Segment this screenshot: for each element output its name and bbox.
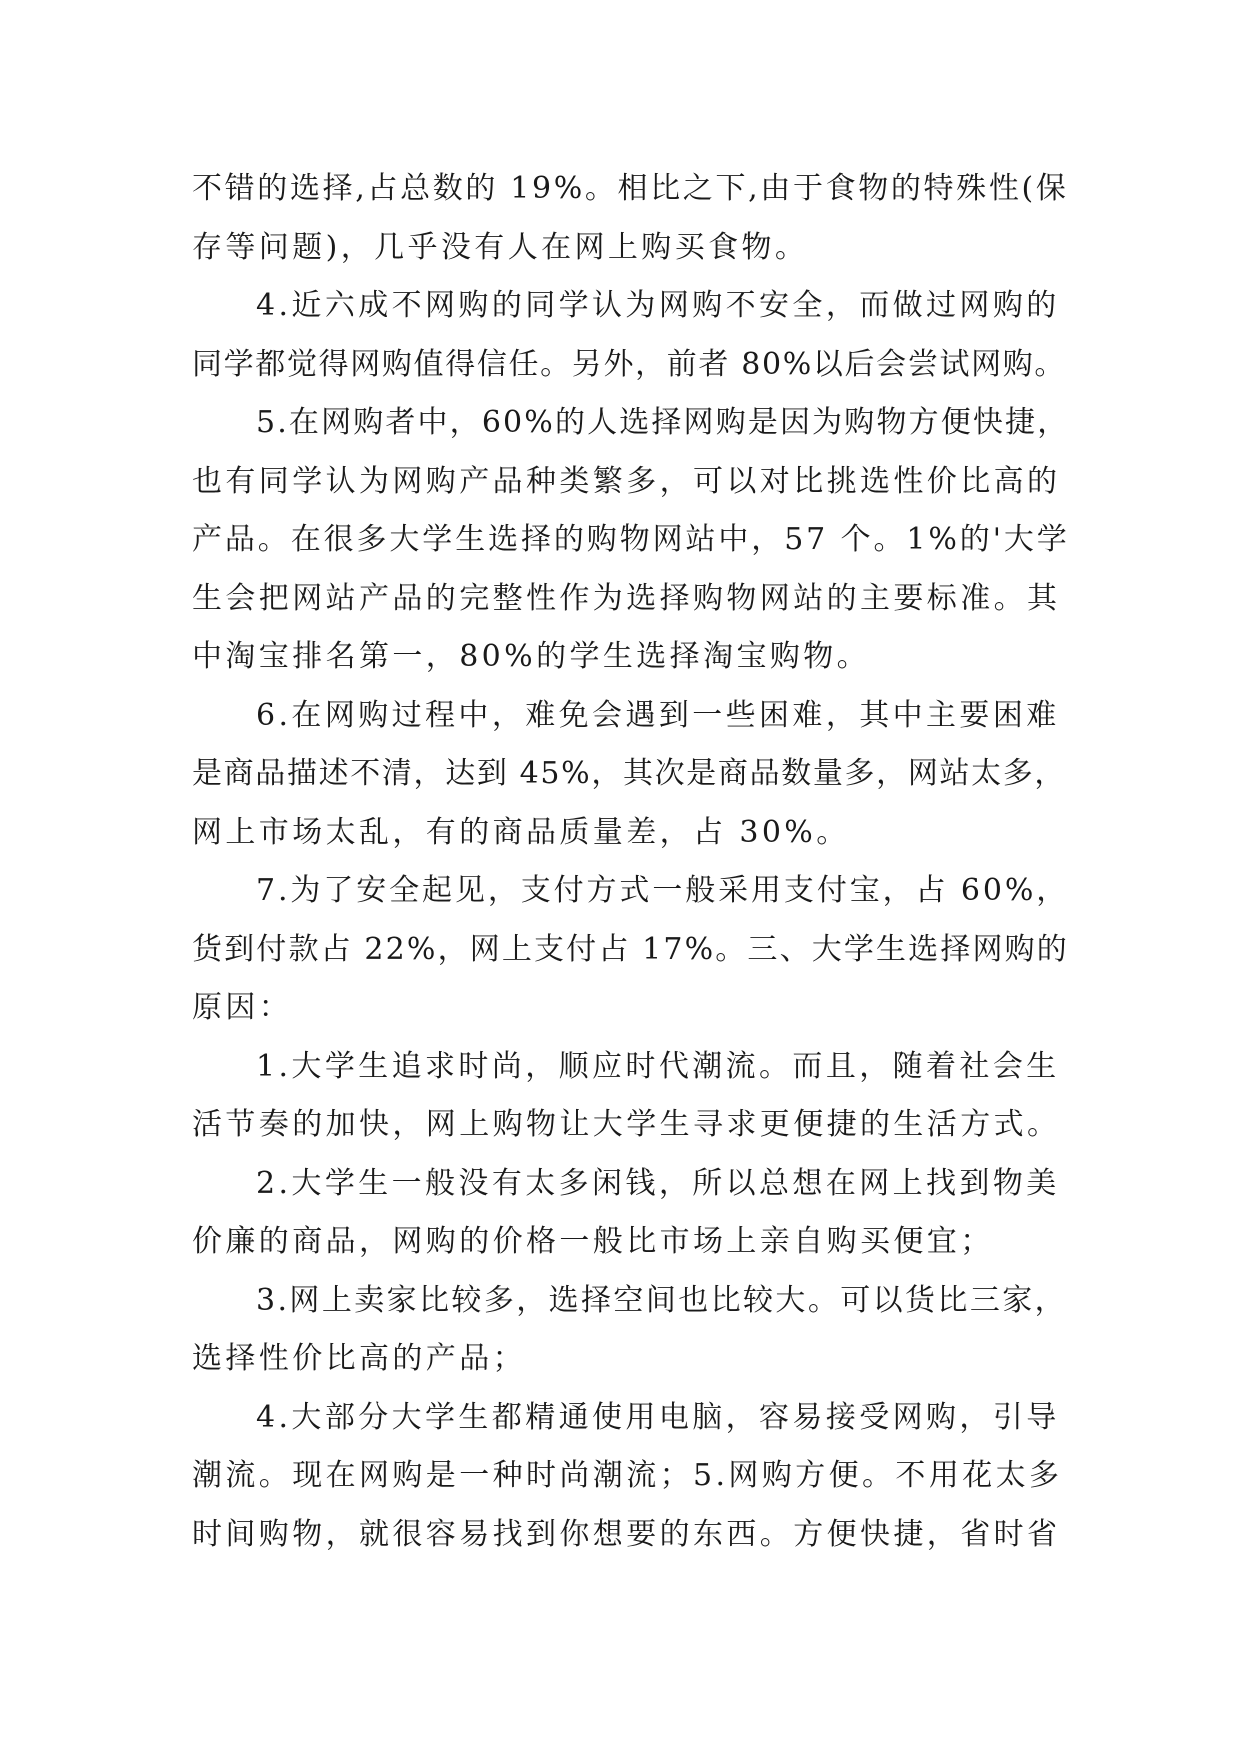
text-line-reason-1: 1.大学生追求时尚，顺应时代潮流。而且，随着社会生 [256,1048,1060,1084]
text-line-reason-2: 2.大学生一般没有太多闲钱，所以总想在网上找到物美 [256,1165,1060,1201]
text-line: 产品。在很多大学生选择的购物网站中，57 个。1%的'大学 [192,522,1070,557]
text-line: 潮流。现在网购是一种时尚潮流；5.网购方便。不用花太多 [192,1458,1063,1493]
text-line: 也有同学认为网购产品种类繁多，可以对比挑选性价比高的 [192,463,1061,499]
text-line-item-6: 6.在网购过程中，难免会遇到一些困难，其中主要困难 [256,697,1060,733]
text-line-reason-3: 3.网上卖家比较多，选择空间也比较大。可以货比三家， [256,1282,1068,1318]
text-line: 存等问题)，几乎没有人在网上购买食物。 [192,229,809,265]
text-line: 价廉的商品，网购的价格一般比市场上亲自购买便宜； [192,1224,994,1259]
text-line: 中淘宝排名第一，80%的学生选择淘宝购物。 [192,639,871,674]
text-line: 时间购物，就很容易找到你想要的东西。方便快捷，省时省 [192,1516,1061,1552]
text-line-item-5: 5.在网购者中，60%的人选择网购是因为购物方便快捷， [256,405,1070,440]
text-line: 不错的选择,占总数的 19%。相比之下,由于食物的特殊性(保 [192,171,1069,206]
text-line-reason-4: 4.大部分大学生都精通使用电脑，容易接受网购，引导 [256,1399,1060,1435]
document-body [192,160,1072,1564]
text-line-item-4: 4.近六成不网购的同学认为网购不安全，而做过网购的 [256,288,1060,323]
text-line: 同学都觉得网购值得信任。另外，前者 80%以后会尝试网购。 [192,346,1067,382]
text-line: 生会把网站产品的完整性作为选择购物网站的主要标准。其 [192,580,1061,616]
text-line: 是商品描述不清，达到 45%，其次是商品数量多，网站太多， [192,756,1067,791]
text-line: 货到付款占 22%，网上支付占 17%。三、大学生选择网购的 [192,931,1069,967]
text-line: 原因： [192,990,293,1025]
text-line: 网上市场太乱，有的商品质量差，占 30%。 [192,814,850,850]
text-line-item-7: 7.为了安全起见，支付方式一般采用支付宝，占 60%， [256,873,1070,908]
text-line: 活节奏的加快，网上购物让大学生寻求更便捷的生活方式。 [192,1107,1061,1142]
text-line: 选择性价比高的产品； [192,1341,526,1376]
